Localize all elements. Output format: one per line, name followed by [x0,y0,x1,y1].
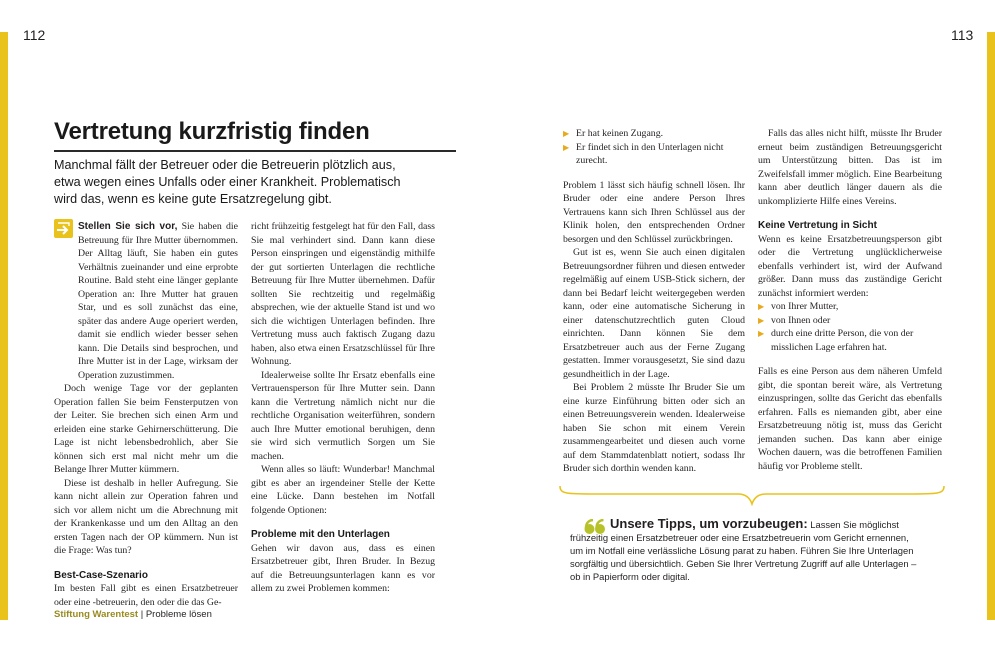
tips-heading: Unsere Tipps, um vorzubeugen: [610,516,808,531]
list-item: ▶ Er findet sich in den Unterlagen nicht zurecht. [563,141,724,166]
article-title: Vertretung kurzfristig finden [54,118,370,145]
list-item: ▶ Er hat keinen Zugang. [563,128,664,139]
spacer [54,558,238,569]
list-item: ▶ von Ihnen oder [758,314,831,326]
footer-brand: Stiftung Warentest [54,609,139,620]
section-heading: Best-Case-Szenario [54,569,148,581]
right-accent-bar [987,32,995,620]
paragraph: Im besten Fall gibt es einen Ersatzbetreuer oder eine -betreuerin, den oder die das Ge- [54,583,238,608]
list-item: ▶ von Ihrer Mutter, [758,301,839,312]
text-column-3 [563,127,745,476]
paragraph: Wenn es keine Ersatzbetreuungsperson gibt oder die Vertretung unglücklicherweise ebenfalls verhindert ist, wird der Aufwand größer. Dann muss das zuständige Gericht zunächst informiert werden: [758,233,942,299]
section-heading: Keine Vertretung in Sicht [758,220,877,231]
triangle-bullet-icon: ▶ [758,329,765,338]
paragraph: richt frühzeitig festgelegt hat für den Fall, dass Sie mal verhindert sind. Dann kann diese Person einspringen und eigenständig mithilfe der gut sortierten Unterlagen die rechtliche Betreuung für Ihre Mutter übernehmen. Dafür sollten Sie rechtzeitig und regelmäßig absprechen, wie der aktuelle Stand ist und wo sich die wichtigen Unterlagen befinden. Ihre Vertretung muss auch faktisch Zugang dazu haben, also etwa einen Ersatzschlüssel für Ihre Wohnung. [251,221,435,367]
spacer [251,517,435,528]
tips-box [570,518,920,584]
paragraph: Diese ist deshalb in heller Aufregung. Sie kann nicht allein zur Operation fahren und sich vor allem nicht um die Abrechnung mit der Krankenkasse und um den Alltag an den ersten Tagen nach der OP kümmern. Nun ist die Frage: Was tun? [54,477,238,556]
paragraph-text: Sie haben die Betreuung für Ihre Mutter übernommen. Der Alltag läuft, Sie haben ein gutes Verhältnis zueinander und eine erprobte Routine. Bald steht eine länger geplante Operation an: Ihre Mutter hat grauen Star, und es soll zunächst das eine, später das andere Auge operiert werden, damit sie endlich wieder besser sehen kann. Die Details sind besprochen, und Ihre Mutter ist in der Lage, wirksam der Operation zuzustimmen. [78,221,239,381]
paragraph: Idealerweise sollte Ihr Ersatz ebenfalls eine Vertrauensperson für Ihre Mutter sein. Dann kann die Vertretung nämlich nicht nur die rechtliche Organisation weiterführen, sondern auch Ihre Mutter emotional beruhigen, denn sie wird sich vermutlich Sorgen um Sie machen. [251,369,435,462]
paragraph: Doch wenige Tage vor der geplanten Operation fallen Sie beim Fensterputzen von der Leiter. Sie brechen sich einen Arm und erleiden eine starke Gehirnerschütterung. Die Lage ist nicht lebensbedrohlich, aber Sie können sich erst mal nicht mehr um die Belange Ihrer Mutter kümmern. [54,383,238,475]
text-column-2 [251,220,435,596]
paragraph: Problem 1 lässt sich häufig schnell lösen. Ihr Bruder oder eine andere Person Ihres Vertrauens kann sich Ihren Schlüssel aus der Klinik holen, den entsprechenden Ordner besorgen und den Schlüssel zurückbringen. [563,179,745,245]
text-column-4 [758,127,942,473]
list-item: ▶ durch eine dritte Person, die von der misslichen Lage erfahren hat. [758,328,914,353]
spacer [758,208,942,219]
paragraph: Falls das alles nicht hilft, müsste Ihr Bruder erneut beim zuständigen Betreuungsgericht um Unterstützung bitten. Das ist im Zweifelsfall immer möglich. Eine Bearbeitung kann aber deutlich länger dauern als die unkomplizierte Hilfe eines Vereins. [758,128,942,207]
page-number-left: 112 [23,27,46,43]
footer-section: Probleme lösen [145,609,212,620]
paragraph: Gut ist es, wenn Sie auch einen digitalen Betreuungsordner führen und diesen entweder regelmäßig auf einem USB-Stick sichern, der dann bei Bedarf leicht weitergegeben werden kann, oder eine automatische Sicherung in einer datenschutzrechtlich guten Cloud einrichten. Dann können Sie dem Ersatzbetreuer auch aus der Ferne Zugang gestatten. Immer vorausgesetzt, Sie sind dazu gesundheitlich in der Lage. [563,247,745,380]
text-column-1 [54,220,238,609]
page-footer [54,609,212,620]
paragraph: Gehen wir davon aus, dass es einen Ersatzbetreuer gibt, Ihren Bruder. In Bezug auf die Betreuungsunterlagen kann es vor allem zu zwei Problemen kommen: [251,542,435,594]
tips-body: Lassen Sie möglichst frühzeitig einen Ersatzbetreuer oder eine Ersatzbetreuerin vom Gericht ernennen, um im Notfall eine verlässliche Lösung parat zu haben. Führen Sie Ihre Unterlagen sorgfältig und übersichtlich. Geben Sie Ihrer Vertretung Zugriff auf alle Unterlagen – ob in Papierform oder digital. [570,519,917,582]
paragraph [54,220,238,382]
bullet-list [758,300,942,354]
paragraph: Falls es eine Person aus dem näheren Umfeld gibt, die spontan bereit wäre, als Vertretung einzuspringen, sollte das Gericht das ebenfalls erfahren. Falls es niemanden gibt, aber eine Ersatzbetreuung nötig ist, muss das Gericht jemanden suchen. Das kann aber einige Wochen dauern, was die betroffenen Familien häufig vor Probleme stellt. [758,366,942,472]
section-heading: Probleme mit den Unterlagen [251,529,390,540]
footer-separator: | [138,609,146,620]
paragraph: Wenn alles so läuft: Wunderbar! Manchmal gibt es aber an irgendeiner Stelle der Kette eine Lücke. Dann bestehen im Notfall folgende Optionen: [251,464,435,516]
triangle-bullet-icon: ▶ [758,302,765,311]
paragraph: Bei Problem 2 müsste Ihr Bruder Sie um eine kurze Einführung bitten oder sich an einen Betreuungsverein wenden. Idealerweise haben Sie schon mit einem Verein zusammengearbeitet und diesen auch vorne auf dem Stammdatenblatt notiert, sodass Ihr Bruder sich dorthin wenden kann. [563,382,745,474]
title-rule [54,150,456,152]
bullet-list [563,127,745,168]
spacer [758,354,942,365]
triangle-bullet-icon: ▶ [758,315,765,325]
spacer [563,168,745,179]
triangle-bullet-icon: ▶ [563,129,570,138]
page-number-right: 113 [951,27,974,43]
triangle-bullet-icon: ▶ [563,142,570,152]
run-in-heading: Stellen Sie sich vor, [78,221,178,232]
lead-paragraph: Manchmal fällt der Betreuer oder die Betreuerin plötzlich aus, etwa wegen eines Unfalls oder einer Krankheit. Problematisch wird das, wenn es keine gute Ersatzregelung gibt. [54,158,401,206]
left-accent-bar [0,32,8,620]
brace-divider-icon [558,484,946,506]
